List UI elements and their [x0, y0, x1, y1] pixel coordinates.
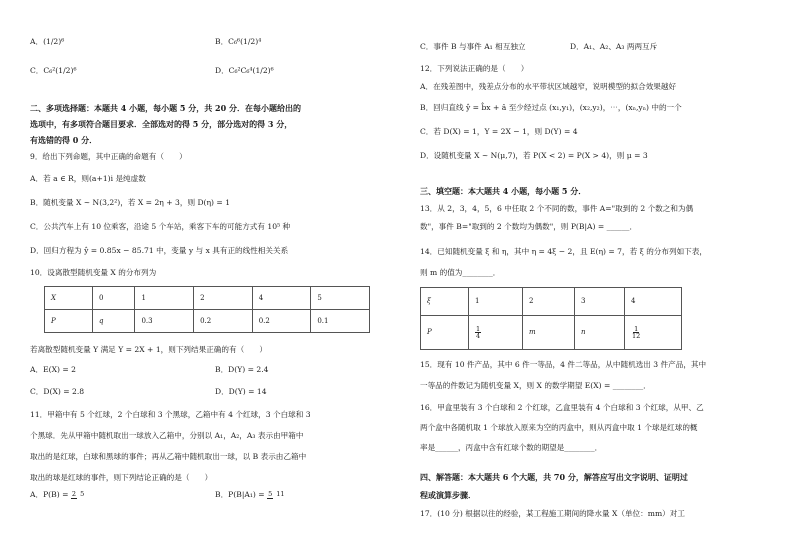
fraction — [631, 326, 641, 340]
fraction-denominator: 12 — [632, 332, 641, 340]
q8-option-d: D．C₆²C₆⁴(1/2)⁶ — [215, 66, 274, 75]
table-cell: X — [45, 287, 93, 310]
q15-line1: 15．现有 10 件产品，其中 6 件一等品，4 件二等品，从中随机选出 3 件产品，其中 — [420, 360, 707, 369]
q12-stem: 12．下列说法正确的是（ ） — [420, 64, 529, 73]
q9-option-d: D．回归方程为 ŷ = 0.85x − 85.71 中，变量 y 与 x 具有正的线性相关关系 — [30, 246, 289, 255]
q14-line1: 14．已知随机变量 ξ 和 η，其中 η = 4ξ − 2，且 E(η) = 7，若 ξ 的分布列如下表， — [420, 247, 707, 256]
table-cell: 4 — [625, 288, 682, 316]
fraction-numerator: 2 — [71, 490, 77, 499]
q10-option-a: A．E(X) = 2 — [30, 365, 76, 374]
table-cell: 5 — [311, 287, 370, 310]
q11-option-b-text: B．P(B|A₁) = — [215, 490, 265, 499]
q11-line4: 取出的球是红球的事件，则下列结论正确的是（ ） — [30, 473, 213, 482]
q12-option-c: C．若 D(X) = 1，Y = 2X − 1，则 D(Y) = 4 — [420, 127, 578, 136]
q8-options-row2 — [30, 66, 274, 75]
fraction — [71, 491, 85, 499]
fraction-numerator: 1 — [476, 324, 481, 333]
table-cell: 3 — [575, 288, 625, 316]
q11-line1: 11．甲箱中有 5 个红球，2 个白球和 3 个黑球，乙箱中有 4 个红球，3 个白球和 3 — [30, 410, 311, 419]
section2-heading-line3: 有选错的得 0 分． — [30, 135, 98, 145]
section4-heading-line1: 四、解答题：本大题共 6 个大题，共 70 分，解答应写出文字说明、证明过 — [420, 472, 688, 482]
table-row — [45, 287, 370, 310]
q16-line1: 16．甲盒里装有 3 个白球和 2 个红球，乙盒里装有 4 个白球和 3 个红球，从甲、乙 — [420, 403, 704, 412]
table-row — [45, 310, 370, 333]
fraction-numerator: 1 — [634, 324, 639, 333]
q10-options-row1 — [30, 365, 268, 374]
q12-option-b: B．回归直线 ŷ = b̂x + â 至少经过点 (x₁,y₁)，(x₂,y₂)，⋯，(xₙ,yₙ) 中的一个 — [420, 103, 682, 112]
q10-stem: 10．设离散型随机变量 X 的分布列为 — [30, 268, 157, 277]
q11-option-c: C．事件 B 与事件 A₁ 相互独立 — [420, 42, 526, 51]
q8-option-c: C．C₆²(1/2)⁶ — [30, 66, 77, 75]
section2-heading-line1: 二、多项选择题：本题共 4 小题，每小题 5 分，共 20 分．在每小题给出的 — [30, 103, 301, 113]
table-cell: 0 — [93, 287, 135, 310]
table-cell: 2 — [523, 288, 575, 316]
fraction-numerator: 5 — [268, 490, 273, 499]
table-cell: 1 — [135, 287, 194, 310]
section4-heading-line2: 程或演算步骤． — [420, 490, 476, 500]
q10-option-d: D．D(Y) = 14 — [215, 387, 267, 396]
table-cell: q — [93, 310, 135, 333]
q17-line1: 17．(10 分) 根据以往的经验，某工程施工期间的降水量 X（单位：mm）对工 — [420, 509, 685, 518]
q8-option-b: B．C₆⁶(1/2)⁴ — [215, 37, 262, 46]
q16-line3: 率是______，丙盒中含有红球个数的期望是________． — [420, 443, 603, 452]
q13-line2: 数"，事件 B="取到的 2 个数均为偶数"，则 P(B|A) = ______． — [420, 222, 638, 231]
q10-condition: 若离散型随机变量 Y 满足 Y = 2X + 1，则下列结果正确的有（ ） — [30, 345, 267, 354]
q8-option-a: A．(1/2)⁶ — [30, 37, 65, 46]
q11-option-a — [30, 490, 215, 499]
q11-option-a-text: A．P(B) = — [30, 490, 69, 499]
q9-option-b: B．随机变量 X ~ N(3,2²)，若 X = 2η + 3，则 D(η) = 1 — [30, 198, 231, 207]
q11-line2: 个黑球．先从甲箱中随机取出一球放入乙箱中，分别以 A₁，A₂，A₃ 表示由甲箱中 — [30, 431, 304, 440]
q10-distribution-table — [44, 286, 370, 333]
q14-line2: 则 m 的值为________． — [420, 268, 501, 277]
table-cell: 1 — [469, 288, 523, 316]
q11-line3: 取出的是红球，白球和黑球的事件；再从乙箱中随机取出一球，以 B 表示由乙箱中 — [30, 452, 307, 461]
fraction — [267, 491, 286, 499]
fraction-denominator: 4 — [476, 332, 481, 340]
q16-line2: 两个盒中各随机取 1 个球放入原来为空的丙盒中，则从丙盒中取 1 个球是红球的概 — [420, 423, 698, 432]
fraction-denominator: 11 — [276, 490, 285, 499]
q10-option-c: C．D(X) = 2.8 — [30, 387, 85, 396]
q15-line2: 一等品的件数记为随机变量 X，则 X 的数学期望 E(X) = ________． — [420, 381, 651, 390]
q10-options-row2 — [30, 387, 267, 396]
table-cell: 4 — [252, 287, 311, 310]
q12-option-a: A．在残差图中，残差点分布的水平带状区域越窄，说明模型的拟合效果越好 — [420, 82, 677, 91]
table-cell — [625, 316, 682, 350]
fraction — [475, 326, 481, 340]
table-cell: 0.2 — [194, 310, 253, 333]
section3-heading: 三、填空题：本大题共 4 小题，每小题 5 分． — [420, 186, 587, 196]
table-cell: ξ — [421, 288, 469, 316]
table-cell — [469, 316, 523, 350]
q11-options-row2 — [420, 42, 657, 51]
table-cell: 0.2 — [252, 310, 311, 333]
table-cell: P — [421, 316, 469, 350]
table-cell: 2 — [194, 287, 253, 310]
q9-option-c: C．公共汽车上有 10 位乘客，沿途 5 个车站，乘客下车的可能方式有 10⁵ 种 — [30, 222, 291, 231]
table-cell: m — [523, 316, 575, 350]
q11-options-row1 — [30, 490, 286, 499]
table-cell: 0.3 — [135, 310, 194, 333]
q10-option-b: B．D(Y) = 2.4 — [215, 365, 269, 374]
q9-option-a: A．若 a ∈ R，则(a+1)i 是纯虚数 — [30, 174, 146, 183]
q13-line1: 13．从 2，3，4，5，6 中任取 2 个不同的数，事件 A="取到的 2 个数之和为偶 — [420, 204, 694, 213]
table-cell: n — [575, 316, 625, 350]
table-cell: 0.1 — [311, 310, 370, 333]
section2-heading-line2: 选项中，有多项符合题目要求．全部选对的得 5 分，部分选对的得 3 分， — [30, 119, 293, 129]
fraction-denominator: 5 — [80, 490, 85, 499]
q8-options-row1 — [30, 37, 261, 46]
table-cell: P — [45, 310, 93, 333]
table-row — [421, 316, 682, 350]
q9-stem: 9．给出下列命题，其中正确的命题有（ ） — [30, 152, 187, 161]
q11-option-b — [215, 490, 286, 499]
q14-distribution-table — [420, 287, 682, 350]
table-row — [421, 288, 682, 316]
q11-option-d: D．A₁、A₂、A₃ 两两互斥 — [570, 42, 658, 51]
q12-option-d: D．设随机变量 X ~ N(μ,7)，若 P(X < 2) = P(X > 4)，则 μ = 3 — [420, 151, 648, 160]
